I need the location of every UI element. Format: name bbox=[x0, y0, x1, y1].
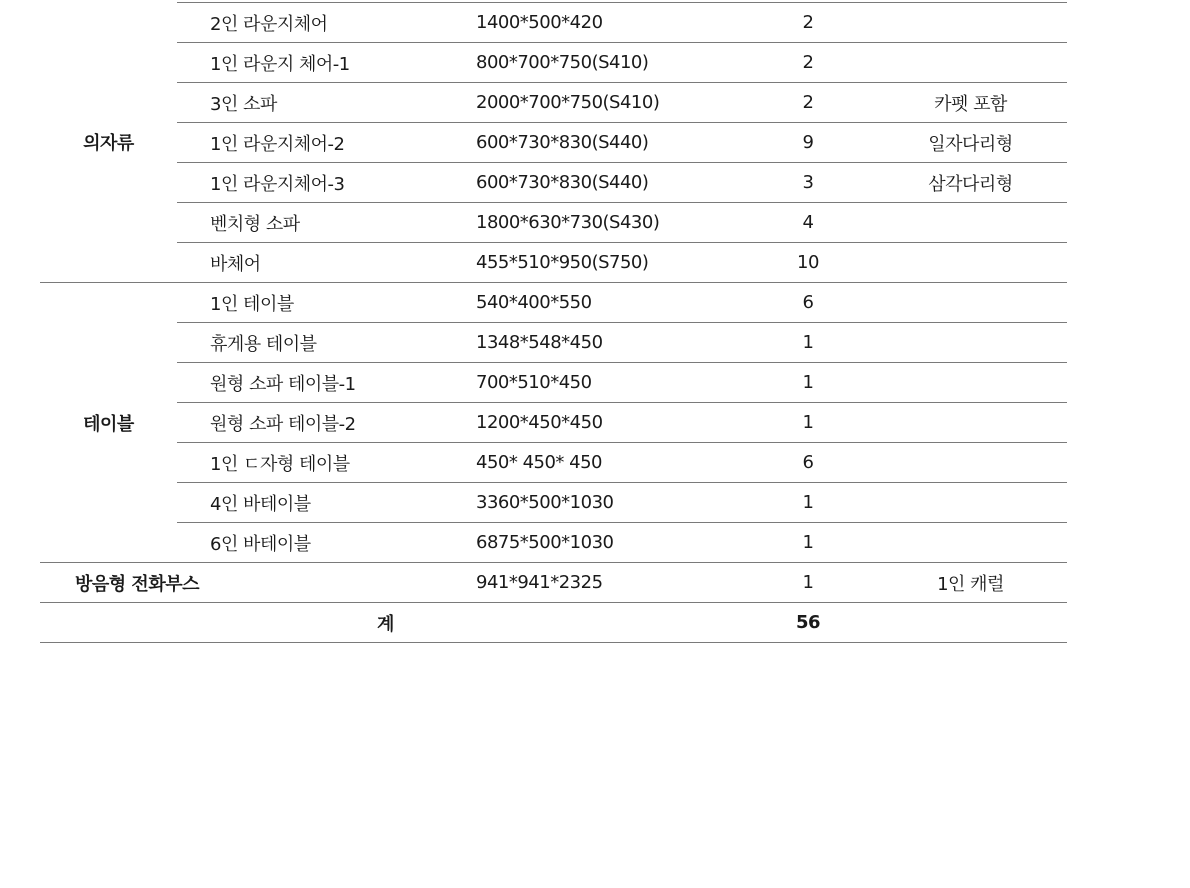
item-name: 3인 소파 bbox=[177, 83, 476, 123]
item-note bbox=[874, 323, 1067, 363]
table-row bbox=[40, 483, 1067, 523]
item-qty: 1 bbox=[742, 363, 874, 403]
item-note bbox=[874, 483, 1067, 523]
booth-label: 방음형 전화부스 bbox=[40, 563, 476, 603]
table-row bbox=[40, 3, 1067, 43]
table-row bbox=[40, 443, 1067, 483]
item-qty: 9 bbox=[742, 123, 874, 163]
table-row bbox=[40, 203, 1067, 243]
item-dimensions: 1800*630*730(S430) bbox=[476, 203, 742, 243]
table-row bbox=[40, 403, 1067, 443]
booth-qty: 1 bbox=[742, 563, 874, 603]
item-dimensions: 450* 450* 450 bbox=[476, 443, 742, 483]
item-dimensions: 600*730*830(S440) bbox=[476, 123, 742, 163]
table-row bbox=[40, 243, 1067, 283]
table-row bbox=[40, 163, 1067, 203]
item-name: 1인 테이블 bbox=[177, 283, 476, 323]
item-qty: 10 bbox=[742, 243, 874, 283]
item-name: 벤치형 소파 bbox=[177, 203, 476, 243]
item-note: 일자다리형 bbox=[874, 123, 1067, 163]
item-qty: 1 bbox=[742, 483, 874, 523]
item-dimensions: 600*730*830(S440) bbox=[476, 163, 742, 203]
item-qty: 6 bbox=[742, 443, 874, 483]
item-name: 1인 라운지체어-3 bbox=[177, 163, 476, 203]
item-note bbox=[874, 203, 1067, 243]
item-name: 원형 소파 테이블-1 bbox=[177, 363, 476, 403]
item-note bbox=[874, 403, 1067, 443]
item-dimensions: 455*510*950(S750) bbox=[476, 243, 742, 283]
item-name: 2인 라운지체어 bbox=[177, 3, 476, 43]
item-name: 4인 바테이블 bbox=[177, 483, 476, 523]
item-dimensions: 1400*500*420 bbox=[476, 3, 742, 43]
item-note: 카펫 포함 bbox=[874, 83, 1067, 123]
item-note bbox=[874, 443, 1067, 483]
item-dimensions: 1200*450*450 bbox=[476, 403, 742, 443]
item-name: 6인 바테이블 bbox=[177, 523, 476, 563]
item-qty: 2 bbox=[742, 83, 874, 123]
item-name: 원형 소파 테이블-2 bbox=[177, 403, 476, 443]
table-body bbox=[40, 3, 1067, 643]
item-note bbox=[874, 43, 1067, 83]
item-name: 1인 라운지체어-2 bbox=[177, 123, 476, 163]
item-qty: 1 bbox=[742, 323, 874, 363]
table-row bbox=[40, 123, 1067, 163]
table-row bbox=[40, 43, 1067, 83]
item-note: 삼각다리형 bbox=[874, 163, 1067, 203]
item-dimensions: 6875*500*1030 bbox=[476, 523, 742, 563]
item-qty: 6 bbox=[742, 283, 874, 323]
item-note bbox=[874, 3, 1067, 43]
item-dimensions: 800*700*750(S410) bbox=[476, 43, 742, 83]
total-row bbox=[40, 603, 1067, 643]
furniture-table bbox=[40, 2, 1067, 643]
total-note-empty bbox=[874, 603, 1067, 643]
item-dimensions: 3360*500*1030 bbox=[476, 483, 742, 523]
item-dimensions: 1348*548*450 bbox=[476, 323, 742, 363]
item-dimensions: 540*400*550 bbox=[476, 283, 742, 323]
item-dimensions: 2000*700*750(S410) bbox=[476, 83, 742, 123]
booth-dimensions: 941*941*2325 bbox=[476, 563, 742, 603]
booth-note: 1인 캐럴 bbox=[874, 563, 1067, 603]
item-name: 1인 라운지 체어-1 bbox=[177, 43, 476, 83]
table-row bbox=[40, 523, 1067, 563]
item-name: 휴게용 테이블 bbox=[177, 323, 476, 363]
booth-row bbox=[40, 563, 1067, 603]
item-note bbox=[874, 363, 1067, 403]
total-label: 계 bbox=[40, 603, 742, 643]
item-qty: 4 bbox=[742, 203, 874, 243]
category-cell: 테이블 bbox=[40, 283, 177, 563]
item-qty: 1 bbox=[742, 403, 874, 443]
item-note bbox=[874, 283, 1067, 323]
item-qty: 1 bbox=[742, 523, 874, 563]
table-row bbox=[40, 363, 1067, 403]
item-qty: 2 bbox=[742, 3, 874, 43]
item-note bbox=[874, 523, 1067, 563]
table-row bbox=[40, 323, 1067, 363]
category-cell: 의자류 bbox=[40, 3, 177, 283]
table-row bbox=[40, 283, 1067, 323]
item-dimensions: 700*510*450 bbox=[476, 363, 742, 403]
total-qty: 56 bbox=[742, 603, 874, 643]
item-name: 바체어 bbox=[177, 243, 476, 283]
item-note bbox=[874, 243, 1067, 283]
table-row bbox=[40, 83, 1067, 123]
item-qty: 2 bbox=[742, 43, 874, 83]
item-qty: 3 bbox=[742, 163, 874, 203]
item-name: 1인 ㄷ자형 테이블 bbox=[177, 443, 476, 483]
